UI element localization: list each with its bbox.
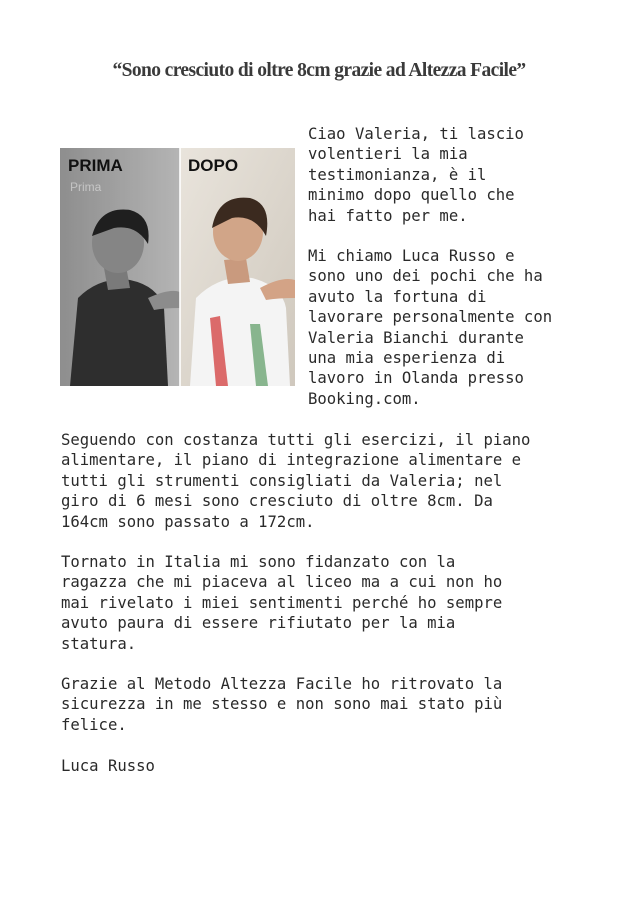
paragraph-personal: Tornato in Italia mi sono fidanzato con la ragazza che mi piaceva al liceo ma a cui non ho mai rivelato i miei sentimenti perché ho sempre avuto paura di essere rifiutato per la mia statura. [61, 553, 503, 653]
paragraph-results: Seguendo con costanza tutti gli esercizi, il piano alimentare, il piano di integrazione alimentare e tutti gli strumenti consigliati da Valeria; nel giro di 6 mesi sono cresciuto di oltre 8cm. Da 164cm sono passato a 172cm. [61, 431, 531, 531]
before-after-photo [60, 148, 295, 386]
signature: Luca Russo [61, 757, 155, 775]
page-title: “Sono cresciuto di oltre 8cm grazie ad Altezza Facile” [112, 60, 526, 81]
bio-text: Mi chiamo Luca Russo e sono uno dei pochi che ha avuto la fortuna di lavorare personalmente con Valeria Bianchi durante una mia esperienza di lavoro in Olanda presso Booking.com. [308, 247, 553, 408]
before-label: PRIMA [68, 156, 123, 175]
faint-watermark-text: Prima [70, 180, 102, 194]
intro-text: Ciao Valeria, ti lascio volentieri la mia testimonianza, è il minimo dopo quello che hai fatto per me. [308, 125, 524, 225]
after-label: DOPO [188, 156, 239, 175]
paragraph-conclusion: Grazie al Metodo Altezza Facile ho ritrovato la sicurezza in me stesso e non sono mai stato più felice. [61, 675, 503, 734]
